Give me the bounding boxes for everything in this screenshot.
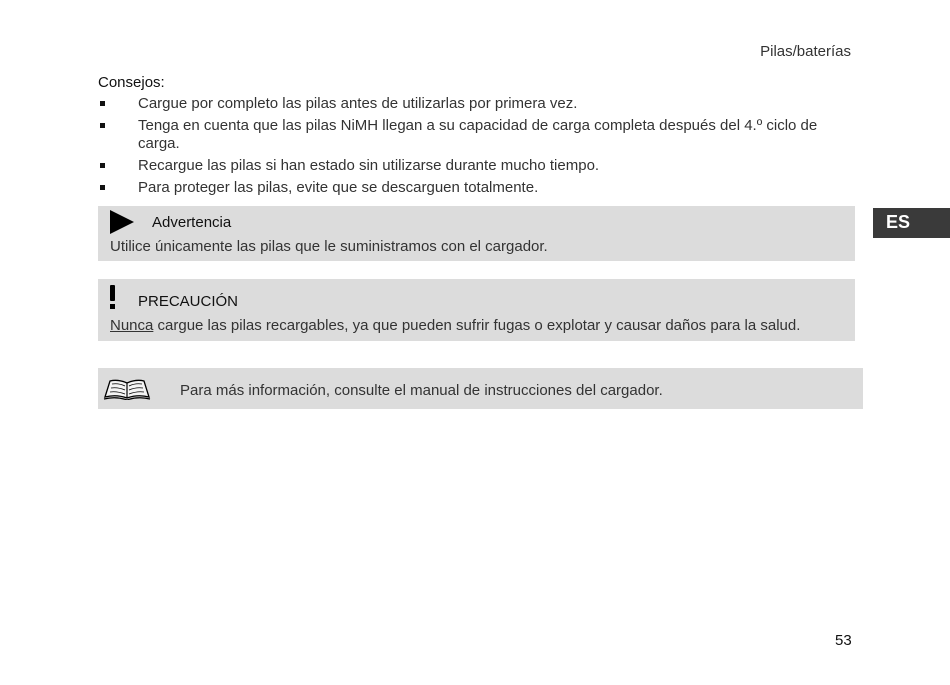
tip-text: Para proteger las pilas, evite que se descarguen totalmente. <box>138 179 539 196</box>
tip-text: Tenga en cuenta que las pilas NiMH llegan a su capacidad de carga completa después del 4.º ciclo de carga. <box>138 117 818 152</box>
caution-text <box>110 317 800 334</box>
list-item <box>98 157 833 175</box>
bullet-icon <box>100 185 105 190</box>
page-header-title: Pilas/baterías <box>760 43 851 60</box>
list-item <box>98 179 833 197</box>
info-box <box>98 368 863 409</box>
language-tab <box>873 208 950 238</box>
info-text: Para más información, consulte el manual de instrucciones del cargador. <box>180 382 663 399</box>
book-icon <box>103 378 151 400</box>
tip-text: Cargue por completo las pilas antes de utilizarlas por primera vez. <box>138 95 578 112</box>
list-item <box>98 95 833 113</box>
caution-text-rest: cargue las pilas recargables, ya que pueden sufrir fugas o explotar y causar daños para la salud. <box>153 317 801 334</box>
bullet-icon <box>100 101 105 106</box>
warning-title: Advertencia <box>152 214 232 231</box>
page-number: 53 <box>835 632 852 649</box>
caution-title: PRECAUCIÓN <box>138 293 239 310</box>
bullet-icon <box>100 123 105 128</box>
language-tab-label: ES <box>886 212 911 232</box>
tips-list <box>98 95 833 201</box>
list-item <box>98 117 833 153</box>
warning-text: Utilice únicamente las pilas que le suministramos con el cargador. <box>110 238 548 255</box>
caution-emphasis: Nunca <box>110 317 154 334</box>
tip-text: Recargue las pilas si han estado sin utilizarse durante mucho tiempo. <box>138 157 600 174</box>
play-triangle-icon <box>110 210 134 234</box>
bullet-icon <box>100 163 105 168</box>
warning-box <box>98 206 855 261</box>
caution-box <box>98 279 855 341</box>
exclamation-icon <box>110 285 116 309</box>
tips-heading: Consejos: <box>98 74 165 91</box>
